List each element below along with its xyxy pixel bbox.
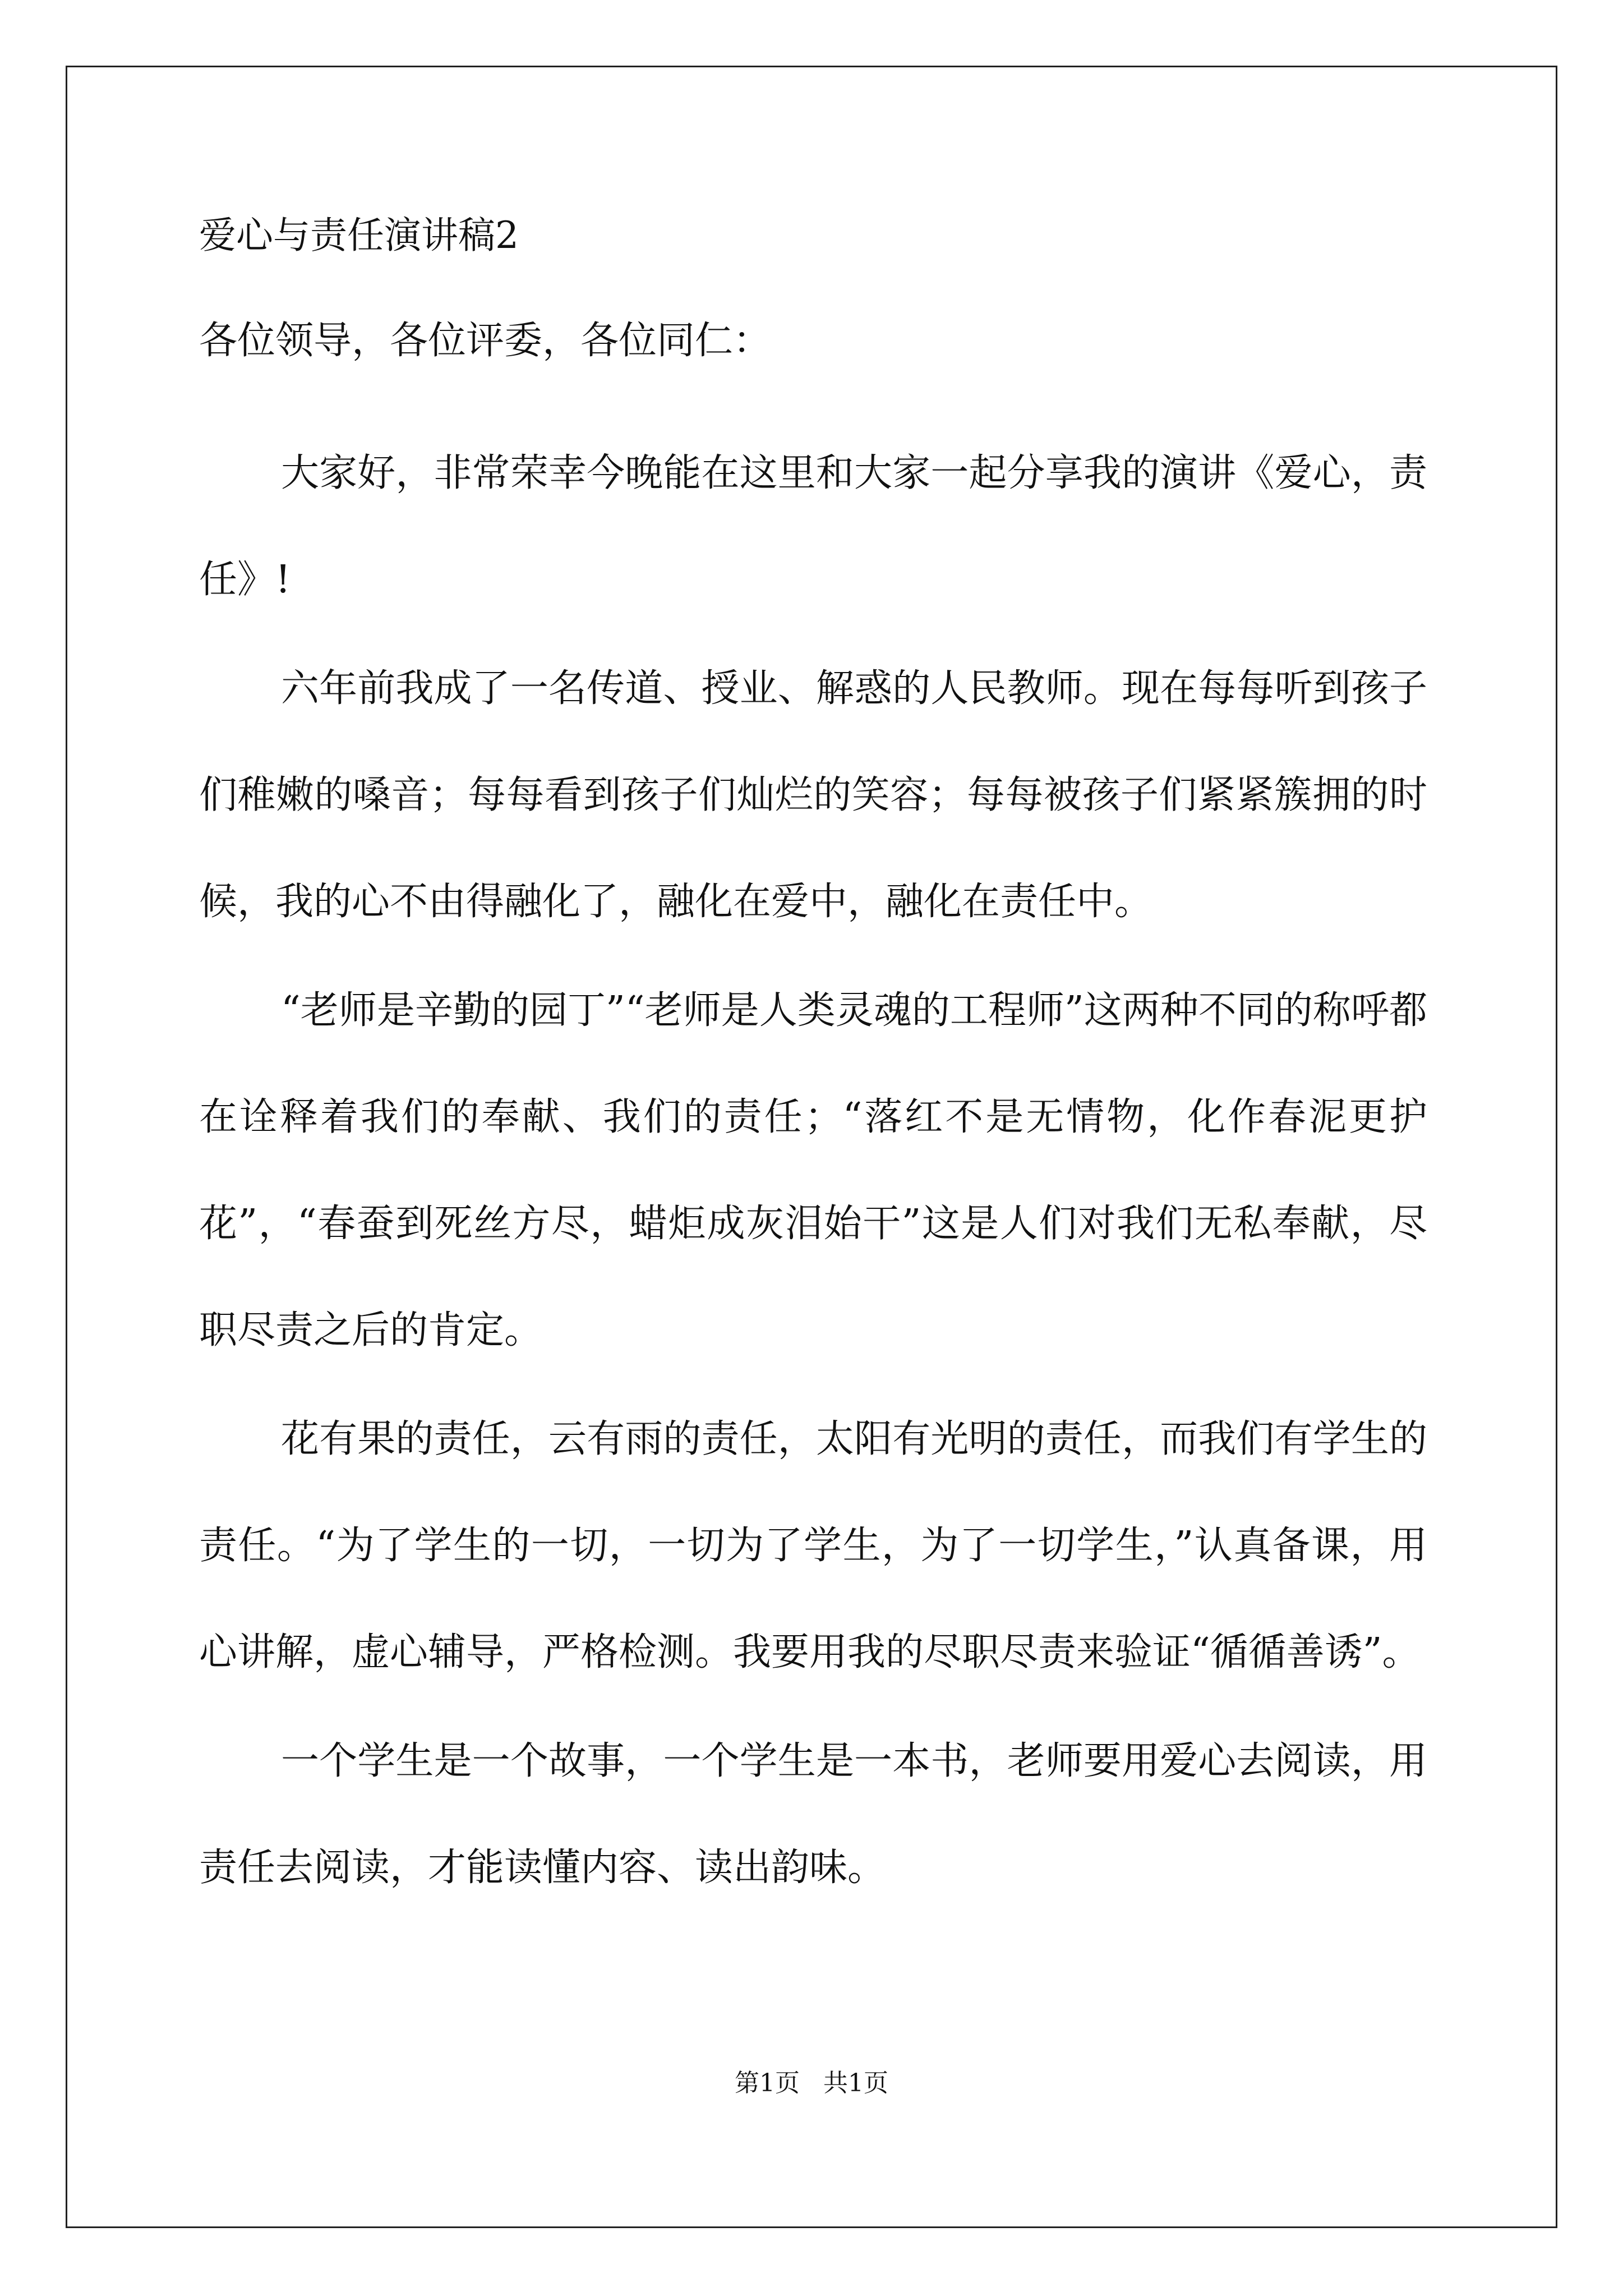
paragraph-4: 花有果的责任，云有雨的责任，太阳有光明的责任，而我们有学生的责任。“为了学生的一切，一切为了学生，为了一切学生，”认真备课，用心讲解，虚心辅导，严格检测。我要用我的尽职尽责来验证“循循善诱”。 <box>199 1416 1427 1674</box>
salutation: 各位领导，各位评委，各位同仁： <box>199 319 772 364</box>
document-body <box>199 213 1427 1921</box>
paragraph-1: 大家好，非常荣幸今晚能在这里和大家一起分享我的演讲《爱心，责任》! <box>199 450 1427 602</box>
paragraph-5: 一个学生是一个故事，一个学生是一本书，老师要用爱心去阅读，用责任去阅读，才能读懂内容、读出韵味。 <box>199 1738 1427 1890</box>
document-title: 爱心与责任演讲稿2 <box>199 214 519 257</box>
paragraph-2: 六年前我成了一名传道、授业、解惑的人民教师。现在每每听到孩子们稚嫩的嗓音；每每看到孩子们灿烂的笑容；每每被孩子们紧紧簇拥的时候，我的心不由得融化了，融化在爱中，融化在责任中。 <box>199 666 1427 924</box>
paragraph-3: “老师是辛勤的园丁”“老师是人类灵魂的工程师”这两种不同的称呼都在诠释着我们的奉献、我们的责任；“落红不是无情物，化作春泥更护花”，“春蚕到死丝方尽，蜡炬成灰泪始干”这是人们对我们无私奉献，尽职尽责之后的肯定。 <box>199 988 1427 1352</box>
page-footer: 第1页 共1页 <box>735 2069 888 2097</box>
